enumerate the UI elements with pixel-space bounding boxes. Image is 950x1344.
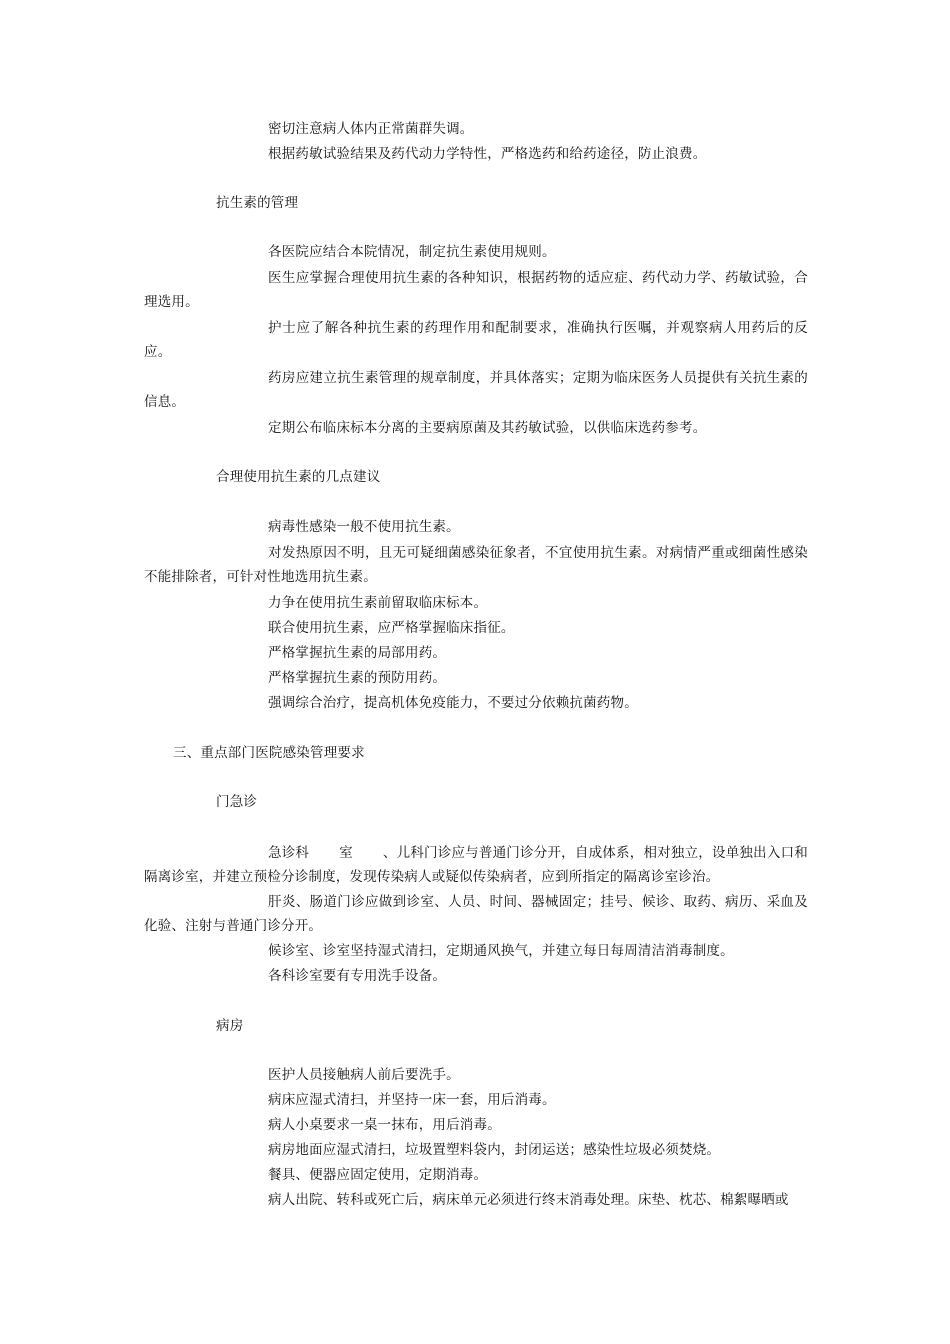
body-line: 医护人员接触病人前后要洗手。 [268, 1067, 460, 1083]
body-line: 强调综合治疗，提高机体免疫能力，不要过分依赖抗菌药物。 [268, 695, 638, 711]
body-paragraph: 肝炎、肠道门诊应做到诊室、人员、时间、器械固定；挂号、候诊、取药、病历、采血及化验、注射与普通门诊分开。 [144, 894, 808, 934]
body-line: 定期公布临床标本分离的主要病原菌及其药敏试验，以供临床选药参考。 [268, 420, 707, 436]
body-line: 根据药敏试验结果及药代动力学特性，严格选药和给药途径，防止浪费。 [268, 146, 707, 162]
section-heading: 抗生素的管理 [216, 195, 299, 211]
body-text: 室 [339, 845, 353, 861]
section-heading: 门急诊 [216, 794, 258, 810]
body-line: 联合使用抗生素，应严格掌握临床指征。 [268, 620, 515, 636]
body-line: 候诊室、诊室坚持湿式清扫，定期通风换气，并建立每日每周清洁消毒制度。 [268, 943, 734, 959]
body-text: 、儿科门诊应与普通门诊分开，自成体系，相对独立，设单独出入口和隔离诊室，并建立预检分诊制度，发现传染病人或疑似传染病者，应到所指定的隔离诊室诊治。 [144, 845, 808, 885]
chapter-heading: 三、重点部门医院感染管理要求 [173, 745, 365, 761]
body-line: 严格掌握抗生素的预防用药。 [268, 670, 447, 686]
body-paragraph: 药房应建立抗生素管理的规章制度，并具体落实；定期为临床医务人员提供有关抗生素的信息。 [144, 370, 808, 410]
body-line: 严格掌握抗生素的局部用药。 [268, 645, 447, 661]
body-paragraph: 医生应掌握合理使用抗生素的各种知识，根据药物的适应症、药代动力学、药敏试验，合理选用。 [144, 270, 808, 310]
body-line: 各医院应结合本院情况，制定抗生素使用规则。 [268, 244, 556, 260]
section-heading: 合理使用抗生素的几点建议 [216, 469, 381, 485]
body-paragraph: 对发热原因不明，且无可疑细菌感染征象者，不宜使用抗生素。对病情严重或细菌性感染不能排除者，可针对性地选用抗生素。 [144, 545, 808, 585]
body-line: 病人小桌要求一桌一抹布，用后消毒。 [268, 1117, 501, 1133]
section-heading: 病房 [216, 1018, 244, 1034]
body-line: 力争在使用抗生素前留取临床标本。 [268, 595, 488, 611]
body-line: 病床应湿式清扫，并坚持一床一套，用后消毒。 [268, 1092, 556, 1108]
body-text: 急诊科 [268, 845, 310, 861]
body-line: 餐具、便器应固定使用，定期消毒。 [268, 1167, 488, 1183]
body-line: 病房地面应湿式清扫，垃圾置塑料袋内，封闭运送；感染性垃圾必须焚烧。 [268, 1142, 721, 1158]
body-line: 各科诊室要有专用洗手设备。 [268, 968, 447, 984]
body-paragraph [144, 841, 808, 889]
body-line: 病人出院、转科或死亡后，病床单元必须进行终末消毒处理。床垫、枕芯、棉絮曝晒或 [268, 1192, 789, 1208]
body-paragraph: 护士应了解各种抗生素的药理作用和配制要求，准确执行医嘱，并观察病人用药后的反应。 [144, 320, 808, 360]
body-line: 密切注意病人体内正常菌群失调。 [268, 121, 474, 137]
body-line: 病毒性感染一般不使用抗生素。 [268, 519, 460, 535]
